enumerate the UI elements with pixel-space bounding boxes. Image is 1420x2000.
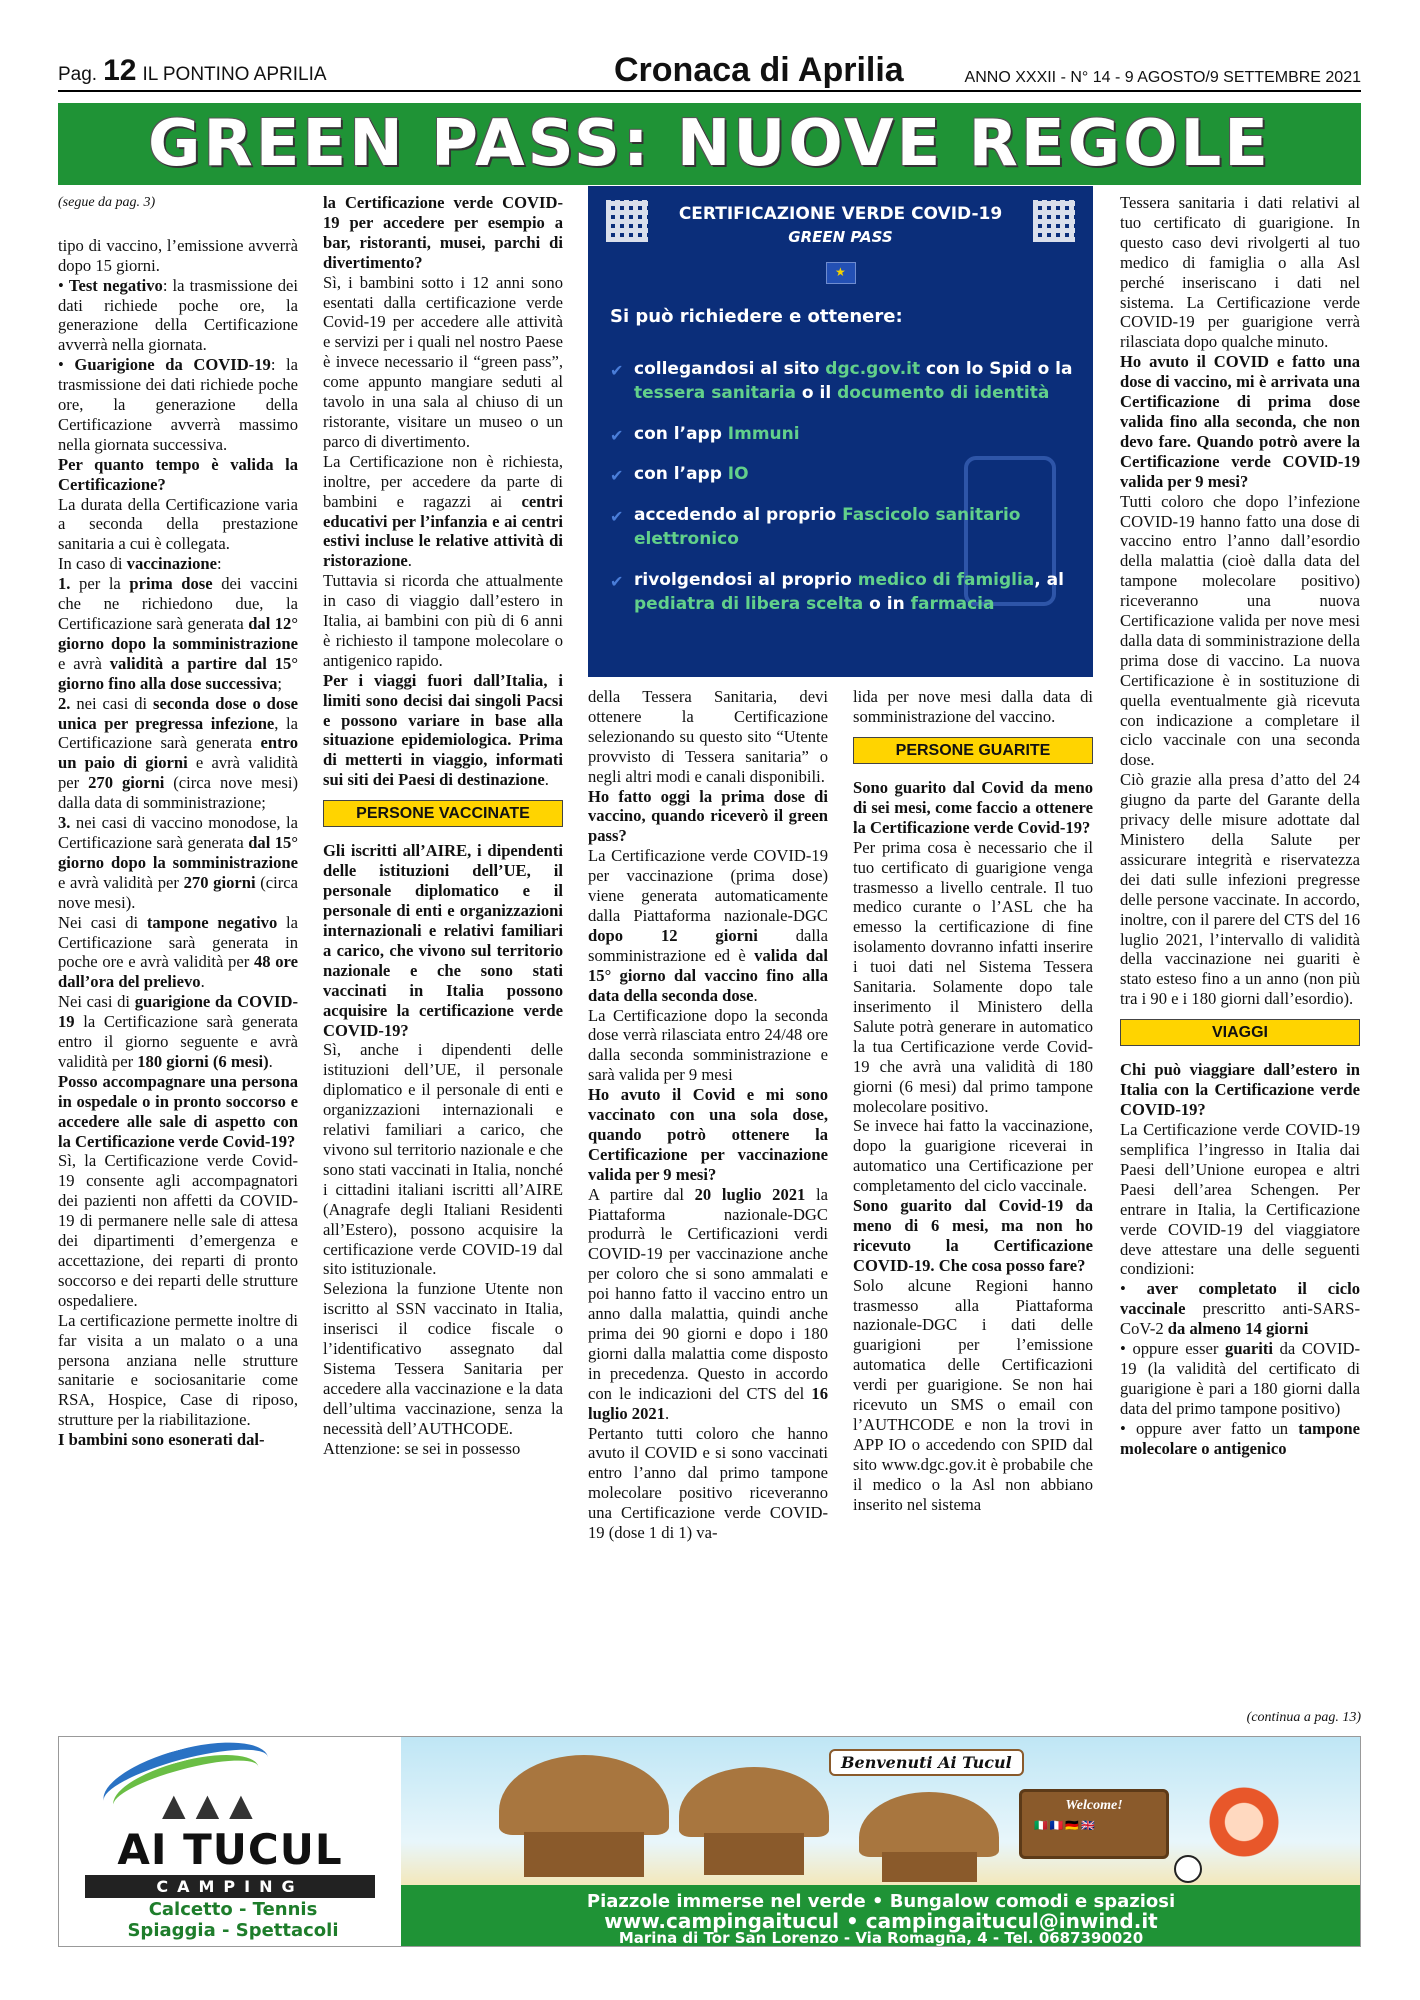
page-header: [58, 51, 1361, 92]
welcome-banner: Benvenuti Ai Tucul: [829, 1749, 1024, 1776]
infobox-item: [610, 569, 1080, 617]
check-icon: ✔: [610, 507, 624, 527]
check-icon: ✔: [610, 425, 624, 445]
infobox-item-text: rivolgendosi al proprio medico di famiglia, al pediatra di libera scelta o in farmacia: [634, 569, 1064, 614]
paper-name: IL PONTINO APRILIA: [142, 64, 327, 85]
ad-address: Marina di Tor San Lorenzo - Via Romagna, 4 - Tel. 0687390020: [618, 1929, 1144, 1947]
section-persone-vaccinate: PERSONE VACCINATE: [323, 800, 563, 827]
column-2: [323, 193, 563, 1458]
pag-label: Pag.: [58, 64, 98, 85]
section-persone-guarite: PERSONE GUARITE: [853, 737, 1093, 764]
headline: GREEN PASS: NUOVE REGOLE: [147, 107, 1272, 181]
column-3-text: della Tessera Sanitaria, devi ottenere la Certificazione selezionando su questo sito “Utente provvisto di Tessera sanitaria” o negli altri modi e canali disponibili. Ho fatto oggi la prima dose di vaccino, quando riceverò il green pass? La Certificazione verde COVID-19 per vaccinazione (prima dose) viene generata automaticamente dalla Piattaforma nazionale-DGC dopo 12 giorni dalla somministrazione ed è valida dal 15° giorno dal vaccino fino alla data della seconda dose. La Certificazione dopo la seconda dose verrà rilasciata entro 24/48 ore dalla seconda somministrazione e sarà valida per 9 mesi Ho avuto il Covid e mi sono vaccinato con una sola dose, quando potrò ottenere la Certificazione per vaccinazione valida per 9 mesi? A partire dal 20 luglio 2021 la Piattaforma nazionale-DGC produrrà le Certificazioni verdi COVID-19 per vaccinazione anche per coloro che si sono ammalati e poi hanno fatto il vaccino entro un anno dalla malattia, quindi anche prima dei 90 giorni e dopo i 180 giorni dalla malattia come disposto in precedenza. Questo in accordo con le indicazioni del CTS del 16 luglio 2021. Pertanto tutti coloro che hanno avuto il COVID e si sono vaccinati entro l’anno dal primo tampone molecolare positivo riceveranno una Certificazione verde COVID-19 (dose 1 di 1) va-: [588, 687, 829, 1543]
page-label: [58, 54, 327, 88]
column-5: [1120, 193, 1360, 1458]
check-icon: ✔: [610, 571, 624, 591]
infobox-item-text: accedendo al proprio Fascicolo sanitario elettronico: [634, 505, 1021, 549]
infobox-item-text: con l’app IO: [634, 464, 749, 485]
column-1: [58, 195, 298, 1450]
hut-wall: [882, 1852, 977, 1882]
activities-line: Spiaggia - Spettacoli: [127, 1919, 339, 1941]
column-3: [588, 687, 828, 1543]
eu-flag-icon: [826, 262, 856, 284]
mascot-illustration: [1189, 1787, 1299, 1887]
column-2-text-bottom: Gli iscritti all’AIRE, i dipendenti delle istituzioni dell’UE, il personale diplomatico e il personale di enti e organizzazioni internazionali e relativi familiari a carico, che vivono sul territorio nazionale e che sono stati vaccinati in Italia possono acquisire la certificazione verde COVID-19? Sì, anche i dipendenti delle istituzioni dell’UE, il personale diplomatico e il personale di enti e organizzazioni internazionali e relativi familiari a carico, che vivono sul territorio nazionale e che sono stati vaccinati in Italia, nonché i cittadini italiani iscritti all’AIRE (Anagrafe degli Italiani Residenti all’Estero), possono acquisire la certificazione verde COVID-19 dal sito istituzionale. Seleziona la funzione Utente non iscritto al SSN vaccinato in Italia, inserisci il codice fiscale o l’identificativo assegnato dal Sistema Tessera Sanitaria per accedere alla vaccinazione e la data dell’ultima vaccinazione, senza la necessità dell’AUTHCODE. Attenzione: se sei in possesso: [323, 841, 563, 1458]
infobox-subtitle: GREEN PASS: [788, 228, 893, 246]
infobox-item-text: collegandosi al sito dgc.gov.it con lo Spid o la tessera sanitaria o il documento di identità: [634, 359, 1073, 403]
section-viaggi: VIAGGI: [1120, 1019, 1360, 1046]
column-4: [853, 687, 1093, 1515]
infobox-item: [610, 423, 1080, 447]
column-5-text-top: Tessera sanitaria i dati relativi al tuo certificato di guarigione. In questo caso devi rivolgerti al tuo medico di famiglia o alla Asl perché inseriscano i dati nel sistema. La Certificazione verde COVID-19 per guarigione verrà rilasciata dopo qualche minuto. Ho avuto il COVID e fatto una dose di vaccino, mi è arrivata una Certificazione di prima dose valida fino alla seconda, che non devo fare. Quando potrò avere la Certificazione verde COVID-19 valida per 9 mesi? Tutti coloro che dopo l’infezione COVID-19 hanno fatto una dose di vaccino entro l’anno dall’esordio della malattia (cioè dalla data del tampone molecolare positivo) riceveranno una nuova Certificazione valida per nove mesi dalla data di somministrazione della prima dose di vaccino. La nuova Certificazione è in sostituzione di quella eventualmente già ricevuta con indicazione a completare il ciclo vaccinale con una seconda dose. Ciò grazie alla presa d’atto del 24 giugno da parte del Garante della privacy delle misure adottate dal Ministero della Salute per assicurare integrità e riservatezza dei dati sulle infezioni pregresse delle persone vaccinate. In accordo, inoltre, con il parere del CTS del 16 luglio 2021, l’intervallo di validità della vaccinazione nei guariti è stato esteso fino a un anno (non più tra i 90 e i 180 giorni dall’esordio).: [1120, 193, 1360, 1009]
column-5-text-bottom: Chi può viaggiare dall’estero in Italia con la Certificazione verde COVID-19? La Certificazione verde COVID-19 semplifica l’ingresso in Italia dai Paesi dell’Unione europea e altri Paesi dell’area Schengen. Per entrare in Italia, la Certificazione verde COVID-19 del viaggiatore deve attestare una delle seguenti condizioni: • aver completato il ciclo vaccinale prescritto anti-SARS-CoV-2 da almeno 14 giorni • oppure esser guariti da COVID-19 (la validità del certificato di guarigione è pari a 180 giorni dalla data del primo tampone positivo) • oppure aver fatto un tampone molecolare o antigenico: [1120, 1060, 1360, 1458]
column-1-text: tipo di vaccino, l’emissione avverrà dopo 15 giorni. • Test negativo: la trasmissione dei dati richiede poche ore, la generazione della Certificazione avverrà nella giornata. • Guarigione da COVID-19: la trasmissione dei dati richiede poche ore, la generazione della Certificazione avverrà massimo nella giornata successiva. Per quanto tempo è valida la Certificazione? La durata della Certificazione varia a seconda della prestazione sanitaria a cui è collegata. In caso di vaccinazione: 1. per la prima dose dei vaccini che ne richiedono due, la Certificazione sarà generata dal 12° giorno dopo la somministrazione e avrà validità a partire dal 15° giorno fino alla dose successiva; 2. nei casi di seconda dose o dose unica per pregressa infezione, la Certificazione sarà generata entro un paio di giorni e avrà validità per 270 giorni (circa nove mesi) dalla data di somministrazione; 3. nei casi di vaccino monodose, la Certificazione sarà generata dal 15° giorno dopo la somministrazione e avrà validità per 270 giorni (circa nove mesi). Nei casi di tampone negativo la Certificazione sarà generata in poche ore e avrà validità per 48 ore dall’ora del prelievo. Nei casi di guarigione da COVID-19 la Certificazione sarà generata entro il giorno seguente e avrà validità per 180 giorni (6 mesi). Posso accompagnare una persona in ospedale o in pronto soccorso e accedere alle sale di aspetto con la Certificazione verde Covid-19? Sì, la Certificazione verde Covid-19 consente agli accompagnatori dei pazienti non affetti da COVID-19 di permanere nelle sale di attesa dei dipartimenti d’emergenza e accettazione, dei reparti di pronto soccorso e dei reparti delle strutture ospedaliere. La certificazione permette inoltre di far visita a un malato o a una persona anziana nelle strutture sanitarie e sociosanitarie come RSA, Hospice, Case di riposo, strutture per la riabilitazione. I bambini sono esonerati dal-: [58, 235, 299, 1450]
hut-wall: [524, 1832, 644, 1877]
column-4-text-top: lida per nove mesi dalla data di somministrazione del vaccino.: [853, 687, 1093, 726]
welcome-board-text: Welcome!: [1065, 1798, 1123, 1813]
infobox-item: [610, 504, 1080, 552]
infobox-item: [610, 463, 1080, 487]
infobox-lead: Si può richiedere e ottenere:: [610, 306, 903, 327]
segue-note: (segue da pag. 3): [58, 195, 156, 210]
infobox-title: CERTIFICAZIONE VERDE COVID-19: [678, 204, 1003, 224]
tent-icon: ▲▲▲: [154, 1783, 255, 1828]
check-icon: ✔: [610, 361, 624, 380]
headline-banner: [58, 103, 1361, 185]
brand-sub: CAMPING: [85, 1875, 375, 1898]
infobox-item-text: con l’app Immuni: [634, 423, 800, 444]
check-icon: ✔: [610, 466, 624, 486]
infobox-item: [610, 358, 1080, 406]
football-icon: [1174, 1855, 1202, 1883]
column-2-text-top: la Certificazione verde COVID-19 per accedere per esempio a bar, ristoranti, musei, parchi di divertimento? Sì, i bambini sotto i 12 anni sono esentati dalla certificazione verde Covid-19 per accedere alle attività e servizi per i quali nel nostro Paese è invece necessario il “green pass”, come appunto mangiare seduti al tavolo in una sala al chiuso di un ristorante, visitare un museo o un parco di divertimento. La Certificazione non è richiesta, inoltre, per accedere da parte di bambini e ragazzi ai centri educativi per l’infanzia e ai centri estivi incluse le relative attività di ristorazione. Tuttavia si ricorda che attualmente in caso di viaggio dall’estero in Italia, ai bambini con più di 6 anni è richiesto il tampone molecolare o antigenico rapido. Per i viaggi fuori dall’Italia, i limiti sono decisi dai singoli Pacsi e possono variare in base alla situazione epidemiologica. Prima di metterti in viaggio, informati sui siti dei Paesi di destinazione.: [323, 193, 563, 790]
green-pass-infobox: [588, 186, 1093, 677]
qr-code-icon: [606, 200, 648, 242]
column-4-text-bottom: Sono guarito dal Covid da meno di sei mesi, come faccio a ottenere la Certificazione verde Covid-19? Per prima cosa è necessario che il tuo certificato di guarigione venga trasmesso a livello centrale. Il tuo medico curante o l’ASL che ha emesso la certificazione di fine isolamento dovranno infatti inserire i tuoi dati nel Sistema Tessera Sanitaria. Solamente dopo tale inserimento il Ministero della Salute potrà generare in automatico la tua Certificazione verde Covid-19 che avrà una validità di 180 giorni (6 mesi) dal primo tampone molecolare positivo. Se invece hai fatto la vaccinazione, dopo la guarigione riceverai in automatico una Certificazione per completamento del ciclo vaccinale. Sono guarito dal Covid-19 da meno di 6 mesi, ma non ho ricevuto la Certificazione COVID-19. Che cosa posso fare? Solo alcune Regioni hanno trasmesso alla Piattaforma nazionale-DGC i dati delle guarigioni per l’emissione automatica delle Certificazioni verdi per guarigione. Se non hai ricevuto un SMS o email con l’AUTHCODE e non la trovi in APP IO o accedendo con SPID dal sito www.dgc.gov.it è probabile che il medico o la Asl non abbiano inserito nel sistema: [853, 778, 1093, 1514]
ad-slogan: Piazzole immerse nel verde • Bungalow comodi e spaziosi: [586, 1891, 1176, 1912]
camping-logo: [59, 1737, 401, 1947]
infobox-list: [610, 358, 1080, 633]
activities: [65, 1900, 401, 1941]
continua-note: (continua a pag. 13): [1246, 1710, 1361, 1725]
brand-name: AI TUCUL: [117, 1825, 343, 1874]
activities-line: Calcetto - Tennis: [148, 1899, 318, 1920]
camping-advertisement: [58, 1736, 1361, 1947]
issue-info: ANNO XXXII - N° 14 - 9 AGOSTO/9 SETTEMBRE 2021: [964, 69, 1361, 86]
section-title: Cronaca di Aprilia: [614, 51, 904, 89]
ad-website[interactable]: www.campingaitucul • campingaitucul@inwind.it: [604, 1909, 1158, 1933]
page-number: 12: [103, 54, 137, 87]
flags-icon: 🇮🇹🇫🇷🇩🇪🇬🇧: [1034, 1820, 1097, 1832]
qr-code-icon: [1033, 200, 1075, 242]
hut-wall: [704, 1833, 804, 1875]
